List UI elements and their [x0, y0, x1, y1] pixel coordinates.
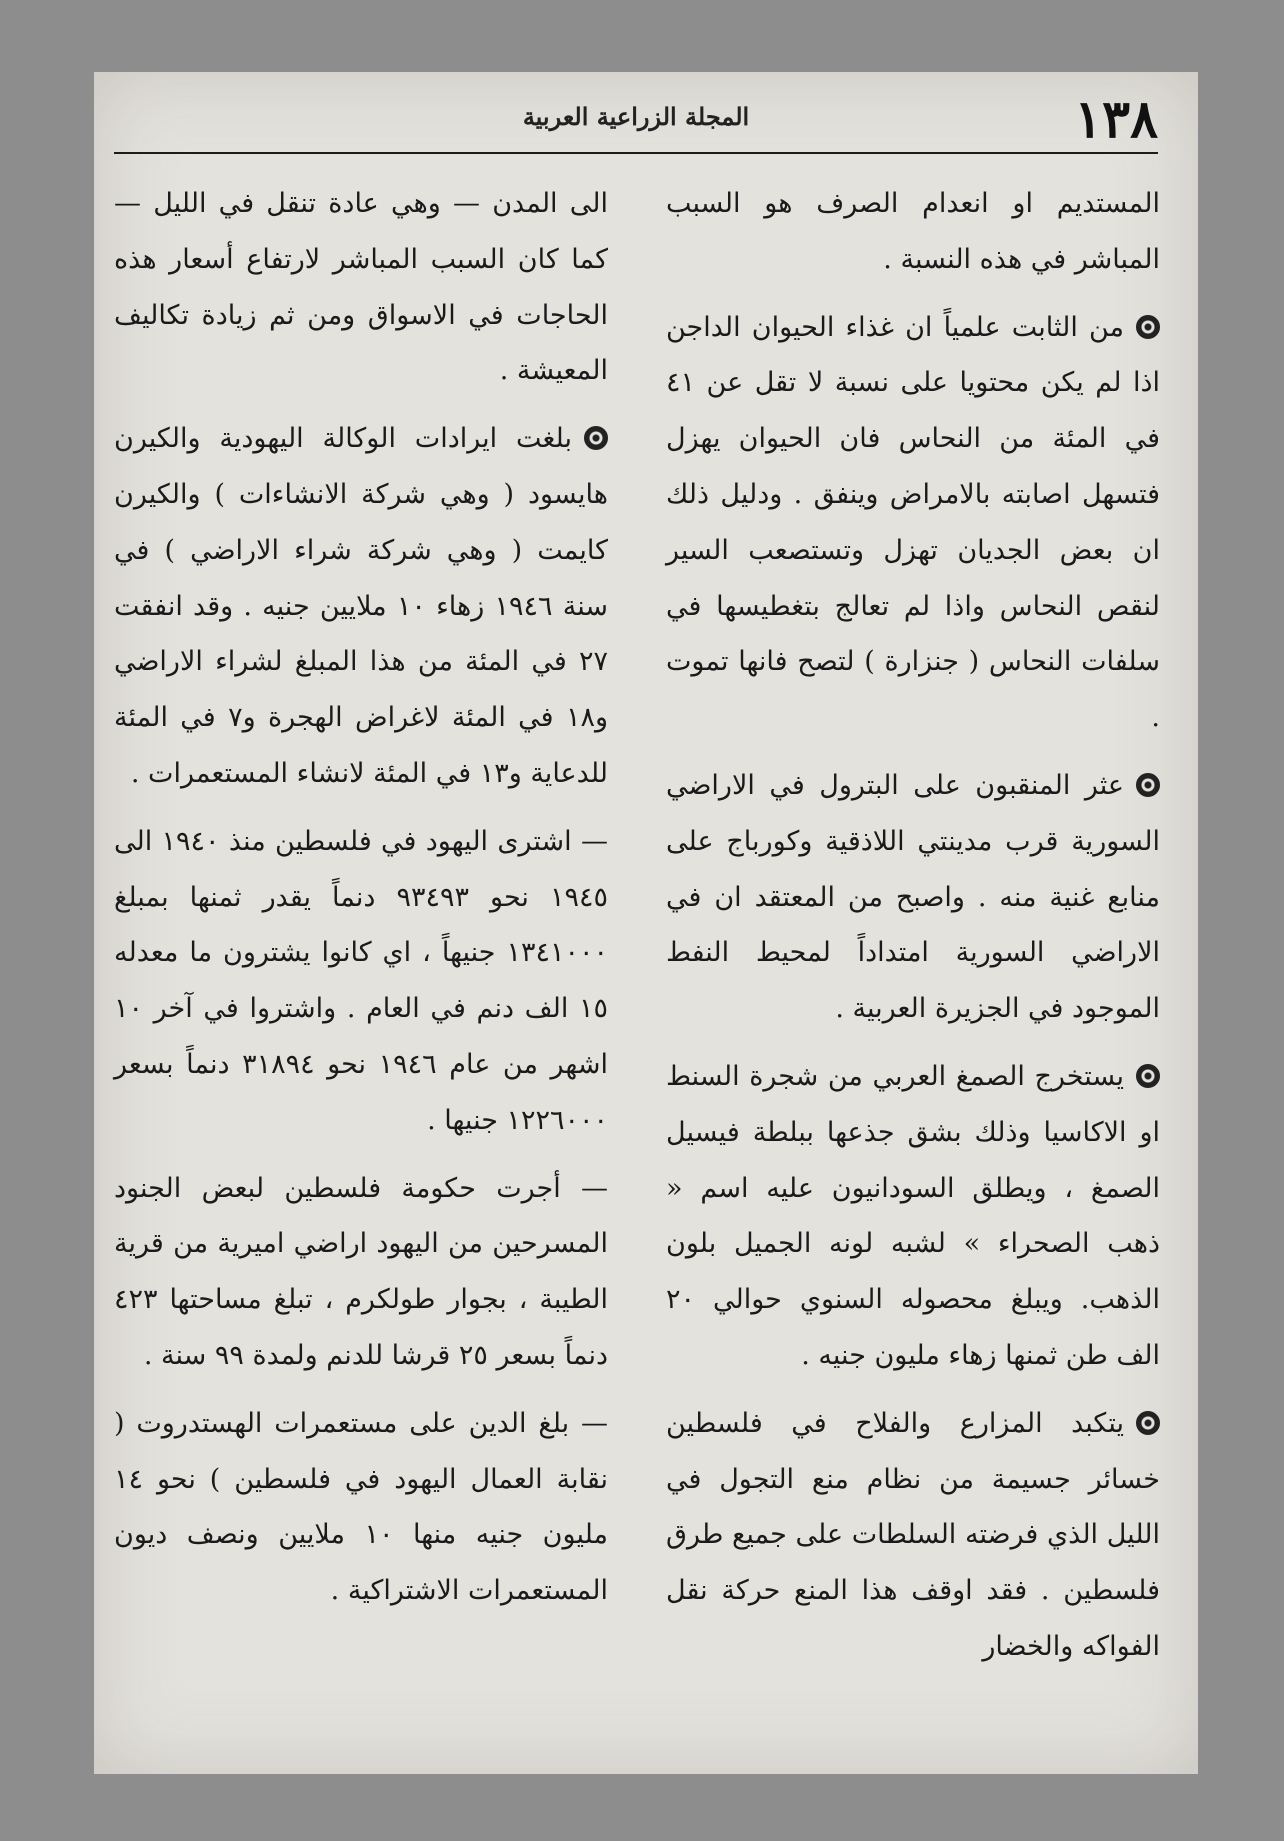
- rosette-icon: [1136, 315, 1160, 339]
- document-page: [94, 72, 1198, 1774]
- paragraph: [666, 1049, 1160, 1384]
- paragraph-text: بلغت ايرادات الوكالة اليهودية والكيرن هايسود ( وهي شركة الانشاءات ) والكيرن كايمت ( وهي شركة شراء الاراضي ) في سنة ١٩٤٦ زهاء ١٠ ملايين جنيه . وقد انفقت ٢٧ في المئة من هذا المبلغ لشراء الاراضي و١٨ في المئة لاغراض الهجرة و٧ في المئة للدعاية و١٣ في المئة لانشاء المستعمرات .: [114, 423, 609, 789]
- paragraph-text: عثر المنقبون على البترول في الاراضي السورية قرب مدينتي اللاذقية وكورباج على منابع غنية منه . واصبح من المعتقد ان في الاراضي السورية امتداداً لمحيط النفط الموجود في الجزيرة العربية .: [666, 769, 1160, 1025]
- paragraph: [114, 176, 608, 399]
- paragraph-text: — بلغ الدين على مستعمرات الهستدروت ( نقابة العمال اليهود في فلسطين ) نحو ١٤ مليون جنيه منها ١٠ ملايين ونصف ديون المستعمرات الاشتراكية .: [114, 1407, 608, 1607]
- rosette-icon: [584, 426, 608, 450]
- right-column: [666, 176, 1160, 1687]
- paragraph-text: — اشترى اليهود في فلسطين منذ ١٩٤٠ الى ١٩٤٥ نحو ٩٣٤٩٣ دنماً يقدر ثمنها بمبلغ ١٣٤١٠٠٠ جنيهاً ، اي كانوا يشترون ما معدله ١٥ الف دنم في العام . واشتروا في آخر ١٠ اشهر من عام ١٩٤٦ نحو ٣١٨٩٤ دنماً بسعر ١٢٢٦٠٠٠ جنيها .: [114, 825, 608, 1136]
- rosette-icon: [1136, 1064, 1160, 1088]
- journal-title: المجلة الزراعية العربية: [522, 102, 750, 131]
- paragraph: [114, 1396, 608, 1619]
- page-number: ١٣٨: [1074, 89, 1158, 150]
- page-header: [114, 90, 1158, 154]
- rosette-icon: [1136, 1411, 1160, 1435]
- paragraph: [666, 300, 1160, 746]
- paragraph-text: — أجرت حكومة فلسطين لبعض الجنود المسرحين من اليهود اراضي اميرية من قرية الطيبة ، بجوار طولكرم ، تبلغ مساحتها ٤٢٣ دنماً بسعر ٢٥ قرشا للدنم ولمدة ٩٩ سنة .: [114, 1172, 608, 1371]
- rosette-icon: [1136, 773, 1160, 797]
- paragraph-text: يتكبد المزارع والفلاح في فلسطين خسائر جسيمة من نظام منع التجول في الليل الذي فرضته السلطات على جميع طرق فلسطين . فقد اوقف هذا المنع حركة نقل الفواكه والخضار: [666, 1407, 1160, 1662]
- paragraph: [666, 758, 1160, 1037]
- paragraph: [666, 176, 1160, 288]
- paragraph-text: يستخرج الصمغ العربي من شجرة السنط او الاكاسيا وذلك بشق جذعها ببلطة فيسيل الصمغ ، ويطلق السودانيون عليه اسم « ذهب الصحراء » لشبه لونه الجميل بلون الذهب. ويبلغ محصوله السنوي حوالي ٢٠ الف طن ثمنها زهاء مليون جنيه .: [666, 1060, 1160, 1371]
- left-column: [114, 176, 608, 1631]
- paragraph: [666, 1396, 1160, 1675]
- paragraph: [114, 814, 608, 1149]
- paragraph-text: الى المدن — وهي عادة تنقل في الليل — كما كان السبب المباشر لارتفاع أسعار هذه الحاجات في الاسواق ومن ثم زيادة تكاليف المعيشة .: [114, 188, 608, 387]
- paragraph-text: المستديم او انعدام الصرف هو السبب المباشر في هذه النسبة .: [666, 188, 1160, 275]
- paragraph: [114, 1161, 608, 1384]
- paragraph: [114, 411, 608, 802]
- paragraph-text: من الثابت علمياً ان غذاء الحيوان الداجن اذا لم يكن محتويا على نسبة لا تقل عن ٤١ في المئة من النحاس فان الحيوان يهزل فتسهل اصابته بالامراض وينفق . ودليل ذلك ان بعض الجديان تهزل وتستصعب السير لنقص النحاس واذا لم تعالج بتغطيسها في سلفات النحاس ( جنزارة ) لتصح فانها تموت .: [666, 311, 1160, 734]
